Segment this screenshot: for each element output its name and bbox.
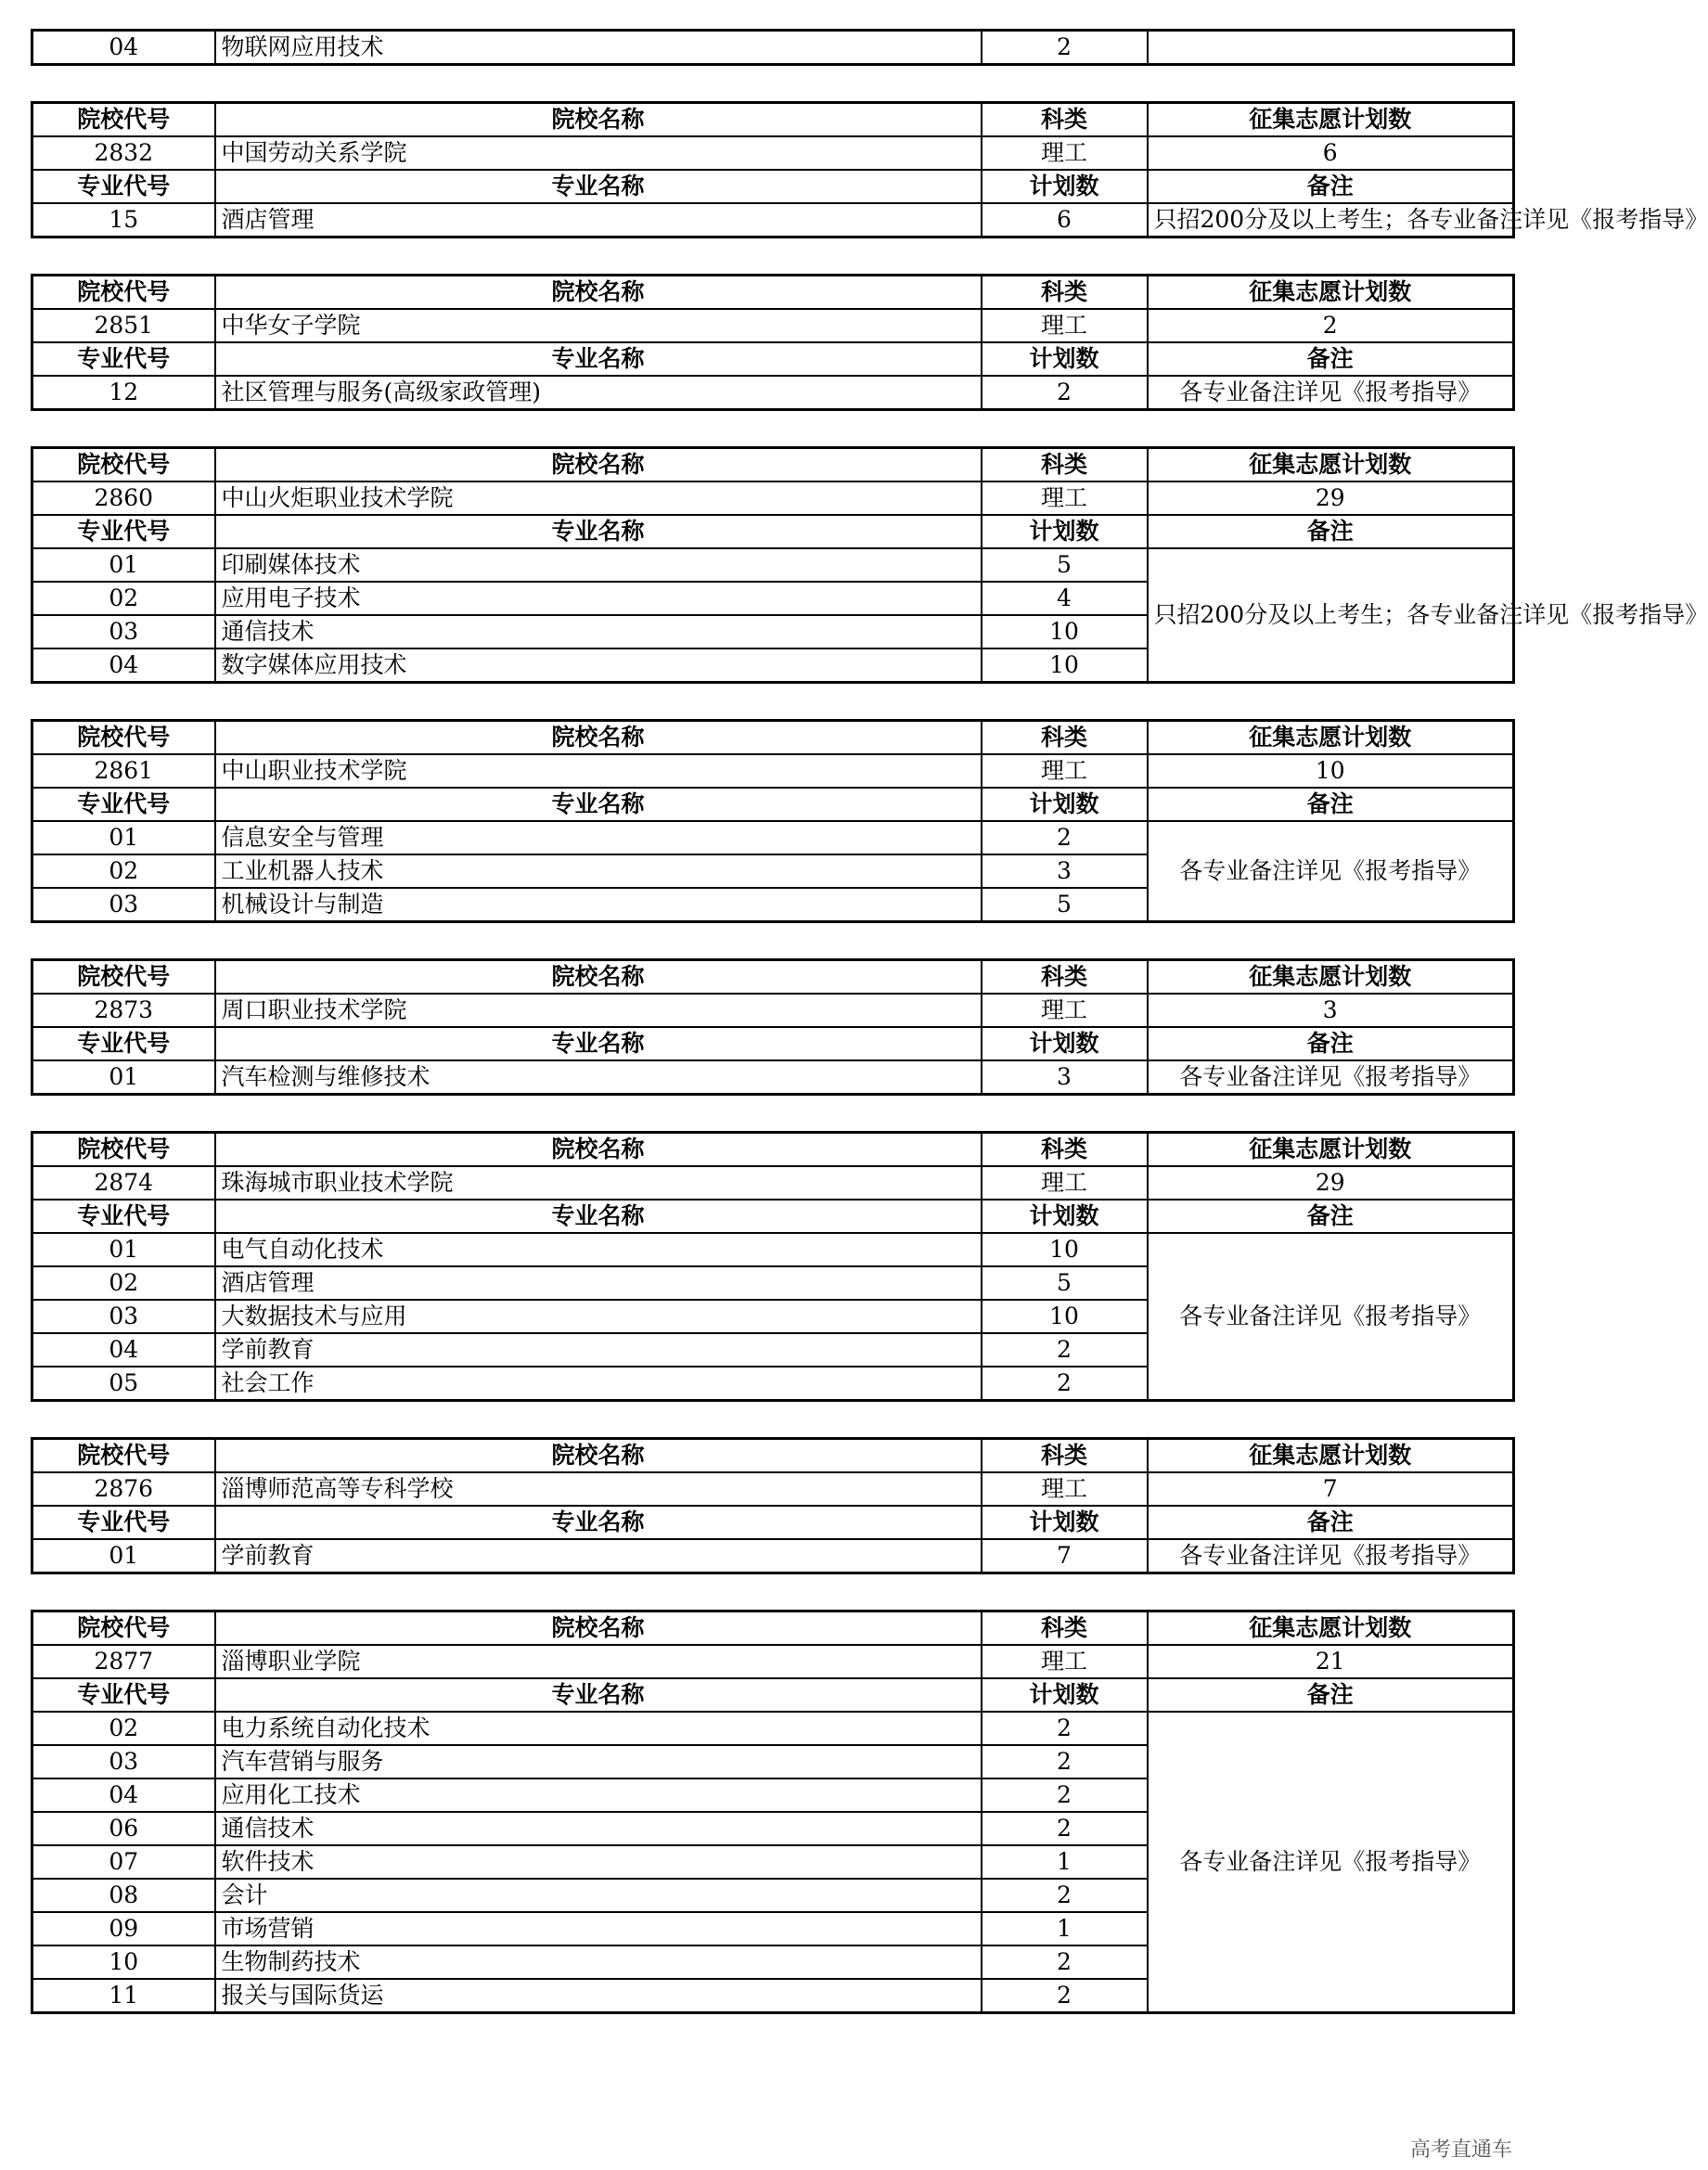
table-row [32, 1233, 1514, 1266]
major-name: 数字媒体应用技术 [215, 648, 982, 683]
school-table [31, 1131, 1515, 1402]
block-gap [31, 238, 1512, 274]
major-count: 10 [982, 648, 1148, 683]
school-name: 珠海城市职业技术学院 [215, 1166, 982, 1200]
block-gap [31, 1096, 1512, 1131]
major-count: 4 [982, 582, 1148, 615]
school-code: 2832 [32, 136, 215, 170]
header-plan-count: 计划数 [982, 1027, 1148, 1060]
school-category: 理工 [982, 136, 1148, 170]
table-row [32, 721, 1514, 755]
header-school-name: 院校名称 [215, 448, 982, 482]
continuation-table [31, 29, 1515, 66]
major-name: 应用电子技术 [215, 582, 982, 615]
school-plan: 10 [1148, 754, 1514, 788]
major-count: 2 [982, 1745, 1148, 1778]
header-remark: 备注 [1148, 342, 1514, 376]
header-major-code: 专业代号 [32, 1678, 215, 1712]
major-remark: 各专业备注详见《报考指导》 [1148, 1539, 1514, 1573]
major-code: 04 [32, 1778, 215, 1812]
major-count: 7 [982, 1539, 1148, 1573]
school-plan: 21 [1148, 1645, 1514, 1678]
major-count: 5 [982, 548, 1148, 582]
major-name: 印刷媒体技术 [215, 548, 982, 582]
header-major-name: 专业名称 [215, 788, 982, 821]
header-major-name: 专业名称 [215, 170, 982, 203]
major-code: 03 [32, 615, 215, 648]
table-row [32, 788, 1514, 821]
table-row [32, 1060, 1514, 1095]
major-name: 电力系统自动化技术 [215, 1712, 982, 1745]
table-row [32, 1166, 1514, 1200]
table-row [32, 754, 1514, 788]
header-major-code: 专业代号 [32, 788, 215, 821]
table-row [32, 448, 1514, 482]
header-plan-total: 征集志愿计划数 [1148, 960, 1514, 995]
table-row [32, 821, 1514, 854]
header-major-code: 专业代号 [32, 1506, 215, 1539]
major-count: 1 [982, 1845, 1148, 1879]
table-row [32, 376, 1514, 410]
header-major-name: 专业名称 [215, 342, 982, 376]
school-name: 淄博职业学院 [215, 1645, 982, 1678]
table-row [32, 1645, 1514, 1678]
header-major-code: 专业代号 [32, 1027, 215, 1060]
major-count: 2 [982, 1812, 1148, 1845]
major-code: 01 [32, 1233, 215, 1266]
watermark: 高考直通车 [1409, 2138, 1512, 2162]
header-category: 科类 [982, 1611, 1148, 1646]
header-remark: 备注 [1148, 1027, 1514, 1060]
major-code: 07 [32, 1845, 215, 1879]
major-count: 2 [982, 1333, 1148, 1367]
major-count: 2 [982, 1778, 1148, 1812]
major-name: 软件技术 [215, 1845, 982, 1879]
school-table [31, 446, 1708, 684]
header-major-name: 专业名称 [215, 1678, 982, 1712]
header-category: 科类 [982, 1439, 1148, 1473]
school-code: 2861 [32, 754, 215, 788]
table-row [32, 1200, 1514, 1233]
school-plan: 7 [1148, 1472, 1514, 1506]
school-category: 理工 [982, 309, 1148, 342]
major-name: 大数据技术与应用 [215, 1300, 982, 1333]
school-category: 理工 [982, 482, 1148, 515]
major-remark: 各专业备注详见《报考指导》 [1148, 1060, 1514, 1095]
school-code: 2874 [32, 1166, 215, 1200]
school-name: 中国劳动关系学院 [215, 136, 982, 170]
header-school-code: 院校代号 [32, 960, 215, 995]
major-remark: 各专业备注详见《报考指导》 [1148, 1712, 1514, 2013]
school-table [31, 1437, 1515, 1574]
major-code: 02 [32, 582, 215, 615]
major-name: 信息安全与管理 [215, 821, 982, 854]
school-code: 2851 [32, 309, 215, 342]
major-name: 物联网应用技术 [215, 31, 982, 65]
header-school-name: 院校名称 [215, 721, 982, 755]
header-school-code: 院校代号 [32, 1439, 215, 1473]
table-row [32, 482, 1514, 515]
header-plan-count: 计划数 [982, 342, 1148, 376]
table-row [32, 994, 1514, 1027]
school-category: 理工 [982, 994, 1148, 1027]
major-name: 通信技术 [215, 1812, 982, 1845]
block-gap [31, 1402, 1512, 1437]
school-table [31, 101, 1708, 238]
header-plan-total: 征集志愿计划数 [1148, 276, 1514, 310]
header-school-name: 院校名称 [215, 1133, 982, 1167]
major-count: 10 [982, 1300, 1148, 1333]
table-row [32, 1611, 1514, 1646]
table-row [32, 31, 1514, 65]
major-name: 应用化工技术 [215, 1778, 982, 1812]
header-category: 科类 [982, 721, 1148, 755]
school-code: 2877 [32, 1645, 215, 1678]
major-code: 04 [32, 31, 215, 65]
school-category: 理工 [982, 754, 1148, 788]
major-remark: 各专业备注详见《报考指导》 [1148, 821, 1514, 922]
table-row [32, 103, 1514, 137]
school-plan: 29 [1148, 482, 1514, 515]
major-code: 01 [32, 821, 215, 854]
header-remark: 备注 [1148, 1506, 1514, 1539]
major-name: 汽车营销与服务 [215, 1745, 982, 1778]
document-body [31, 29, 1708, 2014]
major-name: 机械设计与制造 [215, 888, 982, 922]
major-code: 01 [32, 1060, 215, 1095]
major-name: 报关与国际货运 [215, 1979, 982, 2013]
major-count: 6 [982, 203, 1148, 238]
header-school-name: 院校名称 [215, 1611, 982, 1646]
header-plan-total: 征集志愿计划数 [1148, 1439, 1514, 1473]
major-name: 社会工作 [215, 1367, 982, 1401]
block-gap [31, 66, 1512, 101]
major-name: 社区管理与服务(高级家政管理) [215, 376, 982, 410]
major-count: 2 [982, 31, 1148, 65]
major-code: 11 [32, 1979, 215, 2013]
major-code: 02 [32, 1712, 215, 1745]
header-remark: 备注 [1148, 788, 1514, 821]
school-code: 2860 [32, 482, 215, 515]
major-code: 15 [32, 203, 215, 238]
header-category: 科类 [982, 276, 1148, 310]
header-school-name: 院校名称 [215, 276, 982, 310]
school-plan: 2 [1148, 309, 1514, 342]
major-code: 10 [32, 1945, 215, 1979]
header-plan-count: 计划数 [982, 515, 1148, 548]
header-major-code: 专业代号 [32, 170, 215, 203]
major-code: 03 [32, 1745, 215, 1778]
school-name: 淄博师范高等专科学校 [215, 1472, 982, 1506]
table-row [32, 170, 1514, 203]
table-row [32, 342, 1514, 376]
header-school-code: 院校代号 [32, 448, 215, 482]
table-row [32, 1506, 1514, 1539]
school-name: 中山火炬职业技术学院 [215, 482, 982, 515]
header-major-name: 专业名称 [215, 1027, 982, 1060]
major-name: 学前教育 [215, 1333, 982, 1367]
major-name: 酒店管理 [215, 203, 982, 238]
school-blocks [31, 66, 1708, 2014]
major-count: 1 [982, 1912, 1148, 1945]
header-major-name: 专业名称 [215, 515, 982, 548]
major-name: 市场营销 [215, 1912, 982, 1945]
header-major-code: 专业代号 [32, 342, 215, 376]
major-code: 04 [32, 648, 215, 683]
school-plan: 3 [1148, 994, 1514, 1027]
school-category: 理工 [982, 1645, 1148, 1678]
header-plan-count: 计划数 [982, 1678, 1148, 1712]
table-row [32, 309, 1514, 342]
header-major-name: 专业名称 [215, 1506, 982, 1539]
header-school-name: 院校名称 [215, 103, 982, 137]
table-row [32, 1712, 1514, 1745]
block-gap [31, 923, 1512, 958]
major-count: 2 [982, 821, 1148, 854]
major-count: 3 [982, 1060, 1148, 1095]
header-school-name: 院校名称 [215, 960, 982, 995]
major-remark [1148, 31, 1514, 65]
major-count: 2 [982, 1979, 1148, 2013]
major-code: 09 [32, 1912, 215, 1945]
header-remark: 备注 [1148, 1678, 1514, 1712]
table-row [32, 1027, 1514, 1060]
major-code: 03 [32, 1300, 215, 1333]
school-category: 理工 [982, 1166, 1148, 1200]
school-name: 中山职业技术学院 [215, 754, 982, 788]
header-school-code: 院校代号 [32, 1611, 215, 1646]
major-name: 通信技术 [215, 615, 982, 648]
header-remark: 备注 [1148, 515, 1514, 548]
major-code: 02 [32, 854, 215, 888]
major-remark: 只招200分及以上考生；各专业备注详见《报考指导》 [1148, 548, 1514, 683]
school-table [31, 958, 1515, 1096]
header-remark: 备注 [1148, 170, 1514, 203]
school-code: 2876 [32, 1472, 215, 1506]
major-code: 01 [32, 1539, 215, 1573]
major-count: 2 [982, 376, 1148, 410]
block-gap [31, 1574, 1512, 1610]
header-remark: 备注 [1148, 1200, 1514, 1233]
table-row [32, 960, 1514, 995]
school-name: 周口职业技术学院 [215, 994, 982, 1027]
major-count: 5 [982, 888, 1148, 922]
header-major-code: 专业代号 [32, 515, 215, 548]
school-table [31, 274, 1515, 411]
table-row [32, 1539, 1514, 1573]
header-plan-total: 征集志愿计划数 [1148, 1133, 1514, 1167]
header-school-code: 院校代号 [32, 103, 215, 137]
major-code: 02 [32, 1266, 215, 1300]
major-remark: 各专业备注详见《报考指导》 [1148, 1233, 1514, 1401]
block-gap [31, 411, 1512, 446]
major-name: 工业机器人技术 [215, 854, 982, 888]
major-count: 2 [982, 1367, 1148, 1401]
header-category: 科类 [982, 448, 1148, 482]
major-remark: 只招200分及以上考生；各专业备注详见《报考指导》 [1148, 203, 1514, 238]
table-row [32, 1472, 1514, 1506]
school-name: 中华女子学院 [215, 309, 982, 342]
table-row [32, 548, 1514, 582]
header-school-code: 院校代号 [32, 721, 215, 755]
major-name: 学前教育 [215, 1539, 982, 1573]
header-school-name: 院校名称 [215, 1439, 982, 1473]
school-table [31, 719, 1515, 923]
major-count: 2 [982, 1879, 1148, 1912]
header-plan-count: 计划数 [982, 170, 1148, 203]
table-row [32, 1439, 1514, 1473]
major-code: 06 [32, 1812, 215, 1845]
school-plan: 29 [1148, 1166, 1514, 1200]
header-plan-total: 征集志愿计划数 [1148, 448, 1514, 482]
table-row [32, 276, 1514, 310]
school-table [31, 1610, 1515, 2014]
table-row [32, 136, 1514, 170]
major-count: 10 [982, 1233, 1148, 1266]
header-major-name: 专业名称 [215, 1200, 982, 1233]
major-name: 生物制药技术 [215, 1945, 982, 1979]
header-plan-total: 征集志愿计划数 [1148, 721, 1514, 755]
major-code: 12 [32, 376, 215, 410]
header-category: 科类 [982, 103, 1148, 137]
major-name: 酒店管理 [215, 1266, 982, 1300]
school-category: 理工 [982, 1472, 1148, 1506]
major-count: 10 [982, 615, 1148, 648]
major-code: 04 [32, 1333, 215, 1367]
block-gap [31, 684, 1512, 719]
header-plan-count: 计划数 [982, 788, 1148, 821]
major-count: 3 [982, 854, 1148, 888]
table-row [32, 515, 1514, 548]
header-plan-total: 征集志愿计划数 [1148, 1611, 1514, 1646]
major-code: 05 [32, 1367, 215, 1401]
table-row [32, 1678, 1514, 1712]
header-school-code: 院校代号 [32, 276, 215, 310]
school-code: 2873 [32, 994, 215, 1027]
major-count: 5 [982, 1266, 1148, 1300]
table-row [32, 1133, 1514, 1167]
header-plan-count: 计划数 [982, 1506, 1148, 1539]
major-count: 2 [982, 1945, 1148, 1979]
header-category: 科类 [982, 960, 1148, 995]
header-school-code: 院校代号 [32, 1133, 215, 1167]
major-name: 电气自动化技术 [215, 1233, 982, 1266]
header-category: 科类 [982, 1133, 1148, 1167]
major-code: 01 [32, 548, 215, 582]
table-row [32, 203, 1514, 238]
major-count: 2 [982, 1712, 1148, 1745]
school-plan: 6 [1148, 136, 1514, 170]
major-code: 03 [32, 888, 215, 922]
major-code: 08 [32, 1879, 215, 1912]
header-plan-count: 计划数 [982, 1200, 1148, 1233]
major-remark: 各专业备注详见《报考指导》 [1148, 376, 1514, 410]
major-name: 汽车检测与维修技术 [215, 1060, 982, 1095]
header-plan-total: 征集志愿计划数 [1148, 103, 1514, 137]
header-major-code: 专业代号 [32, 1200, 215, 1233]
major-name: 会计 [215, 1879, 982, 1912]
